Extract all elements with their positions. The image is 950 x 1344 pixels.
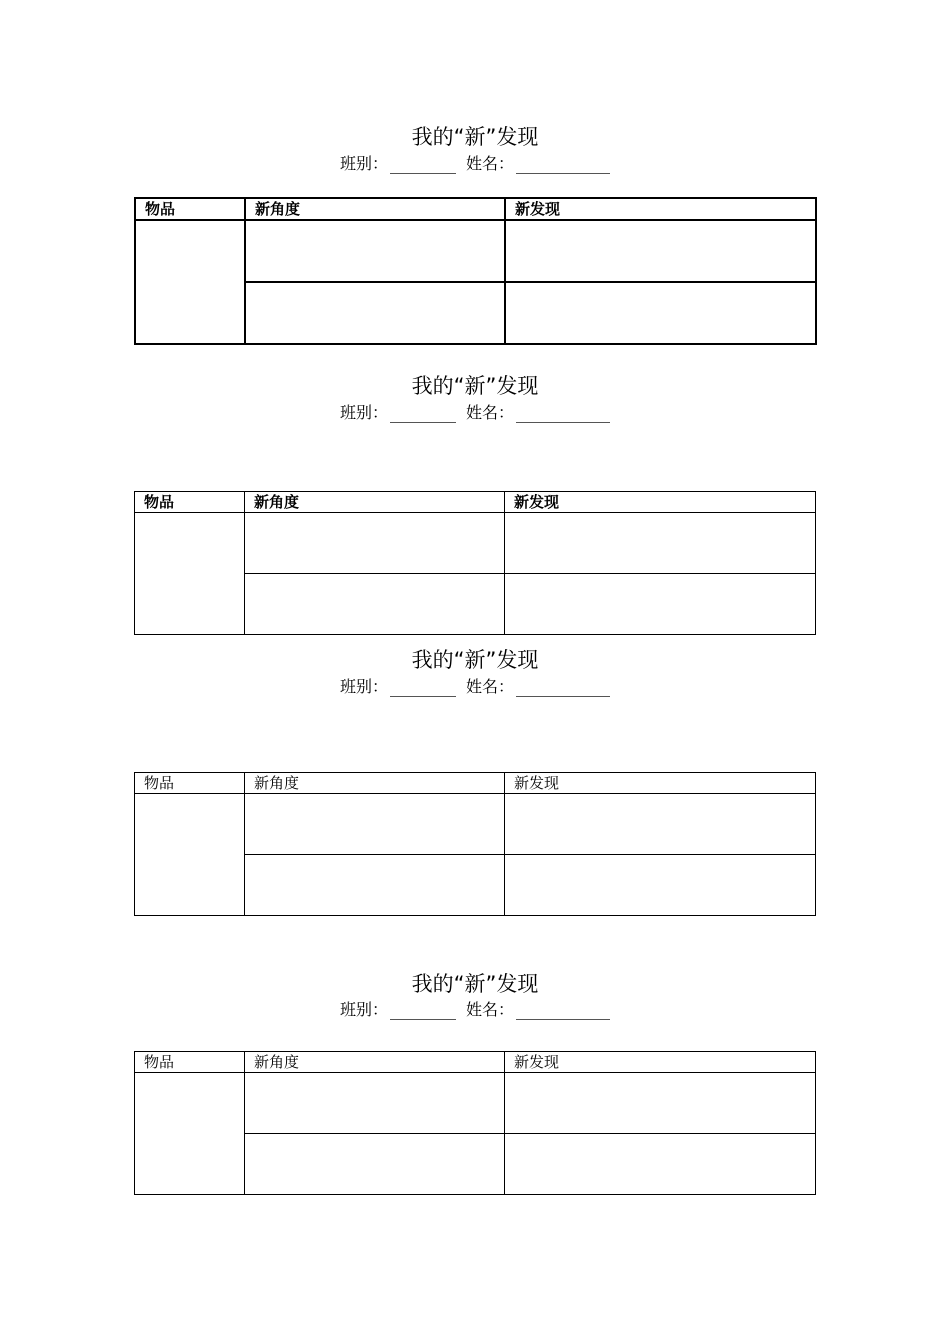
worksheet-table-2 [134, 491, 816, 635]
class-label: 班别： [339, 677, 388, 696]
discovery-cell[interactable] [505, 794, 816, 855]
info-line-2 [0, 403, 950, 423]
column-header-item: 物品 [135, 492, 245, 513]
worksheet-title-2: 我的“新”发现 [411, 374, 539, 398]
discovery-cell[interactable] [505, 513, 816, 574]
angle-cell[interactable] [245, 1073, 505, 1134]
class-blank[interactable] [390, 408, 456, 423]
name-label: 姓名： [466, 403, 515, 422]
item-cell[interactable] [135, 794, 245, 916]
angle-cell[interactable] [245, 574, 505, 635]
discovery-cell[interactable] [505, 220, 816, 282]
item-cell[interactable] [135, 220, 245, 344]
worksheet-table-3 [134, 772, 816, 916]
name-blank[interactable] [516, 1005, 610, 1020]
angle-cell[interactable] [245, 220, 505, 282]
column-header-item: 物品 [135, 1052, 245, 1073]
column-header-item: 物品 [135, 198, 245, 220]
name-label: 姓名： [466, 154, 515, 173]
angle-cell[interactable] [245, 794, 505, 855]
column-header-new-discovery: 新发现 [505, 492, 816, 513]
class-blank[interactable] [390, 1005, 456, 1020]
worksheet-table-4 [134, 1051, 816, 1195]
name-blank[interactable] [516, 408, 610, 423]
column-header-new-discovery: 新发现 [505, 1052, 816, 1073]
worksheet-title-3: 我的“新”发现 [411, 648, 539, 672]
info-line-4 [0, 1000, 950, 1020]
item-cell[interactable] [135, 1073, 245, 1195]
angle-cell[interactable] [245, 855, 505, 916]
column-header-new-discovery: 新发现 [505, 773, 816, 794]
worksheet-title-4: 我的“新”发现 [411, 972, 539, 996]
column-header-new-angle: 新角度 [245, 773, 505, 794]
info-line-1 [0, 154, 950, 174]
angle-cell[interactable] [245, 282, 505, 344]
name-blank[interactable] [516, 159, 610, 174]
column-header-item: 物品 [135, 773, 245, 794]
item-cell[interactable] [135, 513, 245, 635]
class-label: 班别： [339, 403, 388, 422]
discovery-cell[interactable] [505, 574, 816, 635]
class-blank[interactable] [390, 159, 456, 174]
class-label: 班别： [339, 1000, 388, 1019]
discovery-cell[interactable] [505, 282, 816, 344]
column-header-new-discovery: 新发现 [505, 198, 816, 220]
worksheet-table-1 [134, 197, 817, 345]
discovery-cell[interactable] [505, 1073, 816, 1134]
name-label: 姓名： [466, 677, 515, 696]
discovery-cell[interactable] [505, 1134, 816, 1195]
column-header-new-angle: 新角度 [245, 492, 505, 513]
info-line-3 [0, 677, 950, 697]
worksheet-title-1: 我的“新”发现 [411, 125, 539, 149]
column-header-new-angle: 新角度 [245, 1052, 505, 1073]
class-blank[interactable] [390, 682, 456, 697]
column-header-new-angle: 新角度 [245, 198, 505, 220]
name-blank[interactable] [516, 682, 610, 697]
class-label: 班别： [339, 154, 388, 173]
discovery-cell[interactable] [505, 855, 816, 916]
angle-cell[interactable] [245, 1134, 505, 1195]
name-label: 姓名： [466, 1000, 515, 1019]
angle-cell[interactable] [245, 513, 505, 574]
